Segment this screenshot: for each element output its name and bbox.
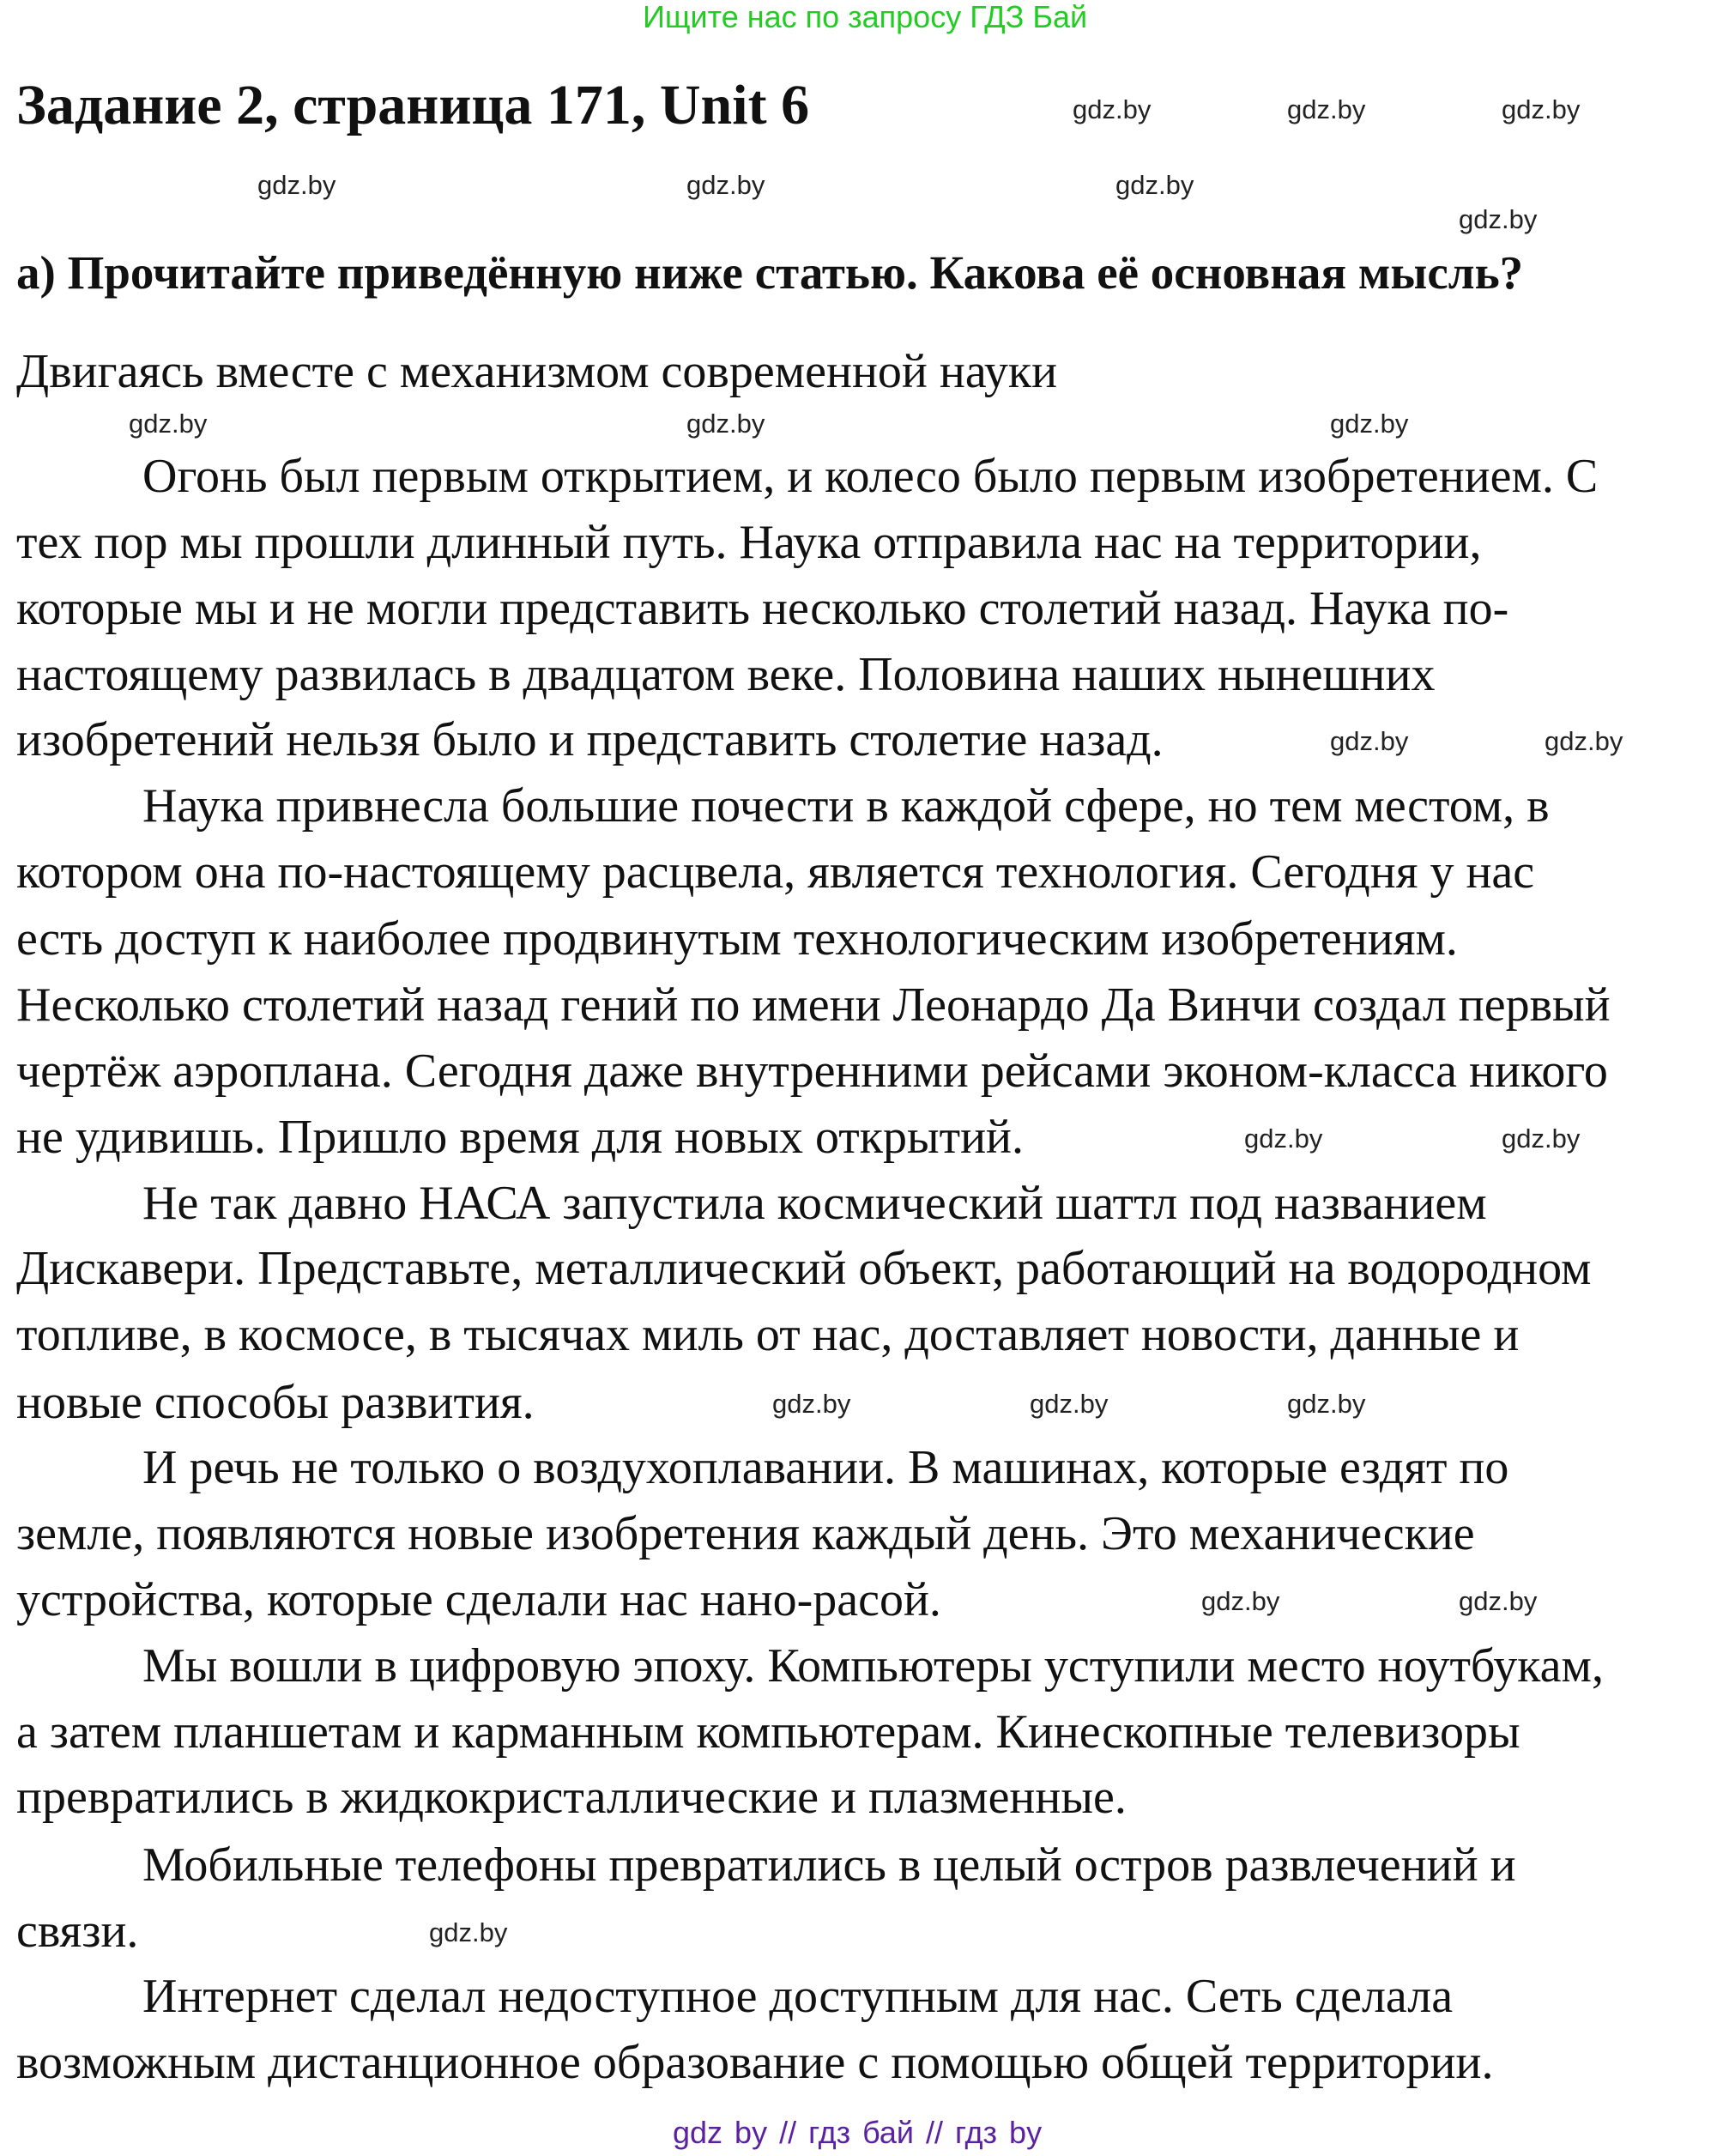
watermark: gdz.by	[1330, 409, 1409, 439]
article-line: чертёж аэроплана. Сегодня даже внутренними рейсами эконом-класса никого	[16, 1045, 1608, 1098]
page-title: Задание 2, страница 171, Unit 6	[16, 74, 810, 136]
watermark: gdz.by	[429, 1917, 508, 1947]
watermark: gdz.by	[1244, 1123, 1323, 1154]
article-line: настоящему развилась в двадцатом веке. Половина наших нынешних	[16, 647, 1436, 701]
watermark: gdz.by	[686, 170, 765, 200]
article-line: которые мы и не могли представить несколько столетий назад. Наука по-	[16, 581, 1509, 635]
article-line: Интернет сделал недоступное доступным для нас. Сеть сделала	[142, 1970, 1454, 2024]
article-line: Наука привнесла большие почести в каждой сфере, но тем местом, в	[142, 779, 1550, 833]
article-line: изобретений нельзя было и представить столетие назад.	[16, 713, 1164, 767]
article-line: Мы вошли в цифровую эпоху. Компьютеры уступили место ноутбукам,	[142, 1638, 1604, 1693]
article-line: новые способы развития.	[16, 1375, 535, 1429]
watermark: gdz.by	[1287, 1388, 1366, 1419]
article-line: устройства, которые сделали нас нано-расой.	[16, 1573, 941, 1626]
watermark: gdz.by	[772, 1388, 851, 1419]
watermark: gdz.by	[1502, 1123, 1581, 1154]
watermark: gdz.by	[1287, 94, 1366, 124]
watermark: gdz.by	[1115, 170, 1194, 200]
watermark: gdz.by	[1330, 726, 1409, 757]
article-line: не удивишь. Пришло время для новых открытий.	[16, 1110, 1025, 1164]
footer-links[interactable]: gdz by // гдз бай // гдз by	[673, 2115, 1043, 2150]
article-line: Не так давно НАСА запустила космический шаттл под названием	[142, 1176, 1487, 1230]
article-line: Несколько столетий назад гений по имени Леонардо Да Винчи создал первый	[16, 978, 1611, 1033]
article-line: Огонь был первым открытием, и колесо было первым изобретением. С	[142, 450, 1599, 504]
article-line: превратились в жидкокристаллические и плазменные.	[16, 1771, 1127, 1825]
watermark: gdz.by	[1201, 1586, 1280, 1616]
article-line: котором она по-настоящему расцвела, является технология. Сегодня у нас	[16, 845, 1535, 899]
article-title: Двигаясь вместе с механизмом современной науки	[16, 345, 1058, 398]
watermark: gdz.by	[1073, 94, 1152, 124]
watermark: gdz.by	[1545, 726, 1623, 757]
watermark: gdz.by	[1030, 1388, 1109, 1419]
watermark: gdz.by	[1502, 94, 1581, 124]
article-line: Дискавери. Представьте, металлический объект, работающий на водородном	[16, 1242, 1592, 1296]
article-line: топливе, в космосе, в тысячах миль от нас, доставляет новости, данные и	[16, 1308, 1520, 1362]
top-banner[interactable]: Ищите нас по запросу ГДЗ Бай	[643, 0, 1088, 34]
watermark: gdz.by	[129, 409, 208, 439]
article-line: есть доступ к наиболее продвинутым технологическим изобретениям.	[16, 912, 1458, 966]
watermark: gdz.by	[686, 409, 765, 439]
article-line: а затем планшетам и карманным компьютерам. Кинескопные телевизоры	[16, 1705, 1520, 1759]
article-line: связи.	[16, 1904, 139, 1958]
article-line: возможным дистанционное образование с помощью общей территории.	[16, 2036, 1494, 2090]
task-subtitle: а) Прочитайте приведённую ниже статью. Какова её основная мысль?	[16, 246, 1524, 299]
article-line: Мобильные телефоны превратились в целый остров развлечений и	[142, 1838, 1516, 1892]
article-line: земле, появляются новые изобретения каждый день. Это механические	[16, 1507, 1475, 1561]
watermark: gdz.by	[257, 170, 336, 200]
watermark: gdz.by	[1459, 1586, 1538, 1616]
watermark: gdz.by	[1459, 204, 1538, 234]
article-line: тех пор мы прошли длинный путь. Наука отправила нас на территории,	[16, 516, 1482, 569]
article-line: И речь не только о воздухоплавании. В машинах, которые ездят по	[142, 1441, 1509, 1495]
